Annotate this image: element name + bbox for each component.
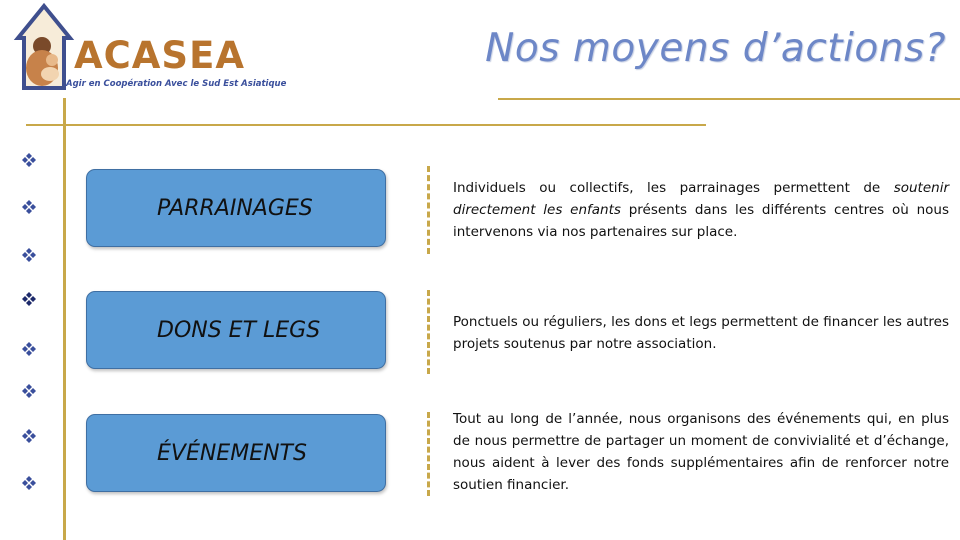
parrainages-description [453,177,949,243]
action-label: PARRAINAGES [157,195,313,221]
header-divider [26,124,706,126]
dons-legs-box[interactable] [86,291,386,369]
house-mother-child-icon [12,2,76,90]
dons-legs-description: Ponctuels ou réguliers, les dons et legs permettent de financer les autres projets soutenus par notre association. [453,314,949,352]
desc-text: présents dans les différents centres où nous intervenons via nos partenaires sur place. [453,202,949,240]
page-title: Nos moyens d’actions? [485,26,946,71]
dashed-separator [427,166,433,254]
title-underline [498,98,960,100]
logo-name: ACASEA [74,34,245,77]
acasea-logo [8,2,287,92]
vertical-divider [63,98,66,540]
diamond-bullet-icon [22,429,36,443]
dashed-separator [427,290,433,374]
action-label: ÉVÉNEMENTS [157,440,307,466]
diamond-bullet-icon [22,384,36,398]
diamond-bullet-icon [22,292,36,306]
dashed-separator [427,412,433,496]
parrainages-box[interactable] [86,169,386,247]
logo-tagline: Agir en Coopération Avec le Sud Est Asiatique [66,79,287,89]
desc-emphasis: soutenir [893,180,949,196]
evenements-description: Tout au long de l’année, nous organisons des événements qui, en plus de nous permettre de partager un moment de convivialité et d’échange, nous aident à lever des fonds supplémentaires afin de renforcer notre soutien financier. [453,411,949,493]
diamond-bullet-icon [22,248,36,262]
diamond-bullet-icon [22,200,36,214]
evenements-box[interactable] [86,414,386,492]
desc-emphasis: directement les enfants [453,202,621,218]
diamond-bullet-icon [22,476,36,490]
desc-text: Individuels ou collectifs, les parrainages permettent de [453,180,894,196]
action-label: DONS ET LEGS [157,317,321,343]
diamond-bullet-icon [22,153,36,167]
diamond-bullet-icon [22,342,36,356]
